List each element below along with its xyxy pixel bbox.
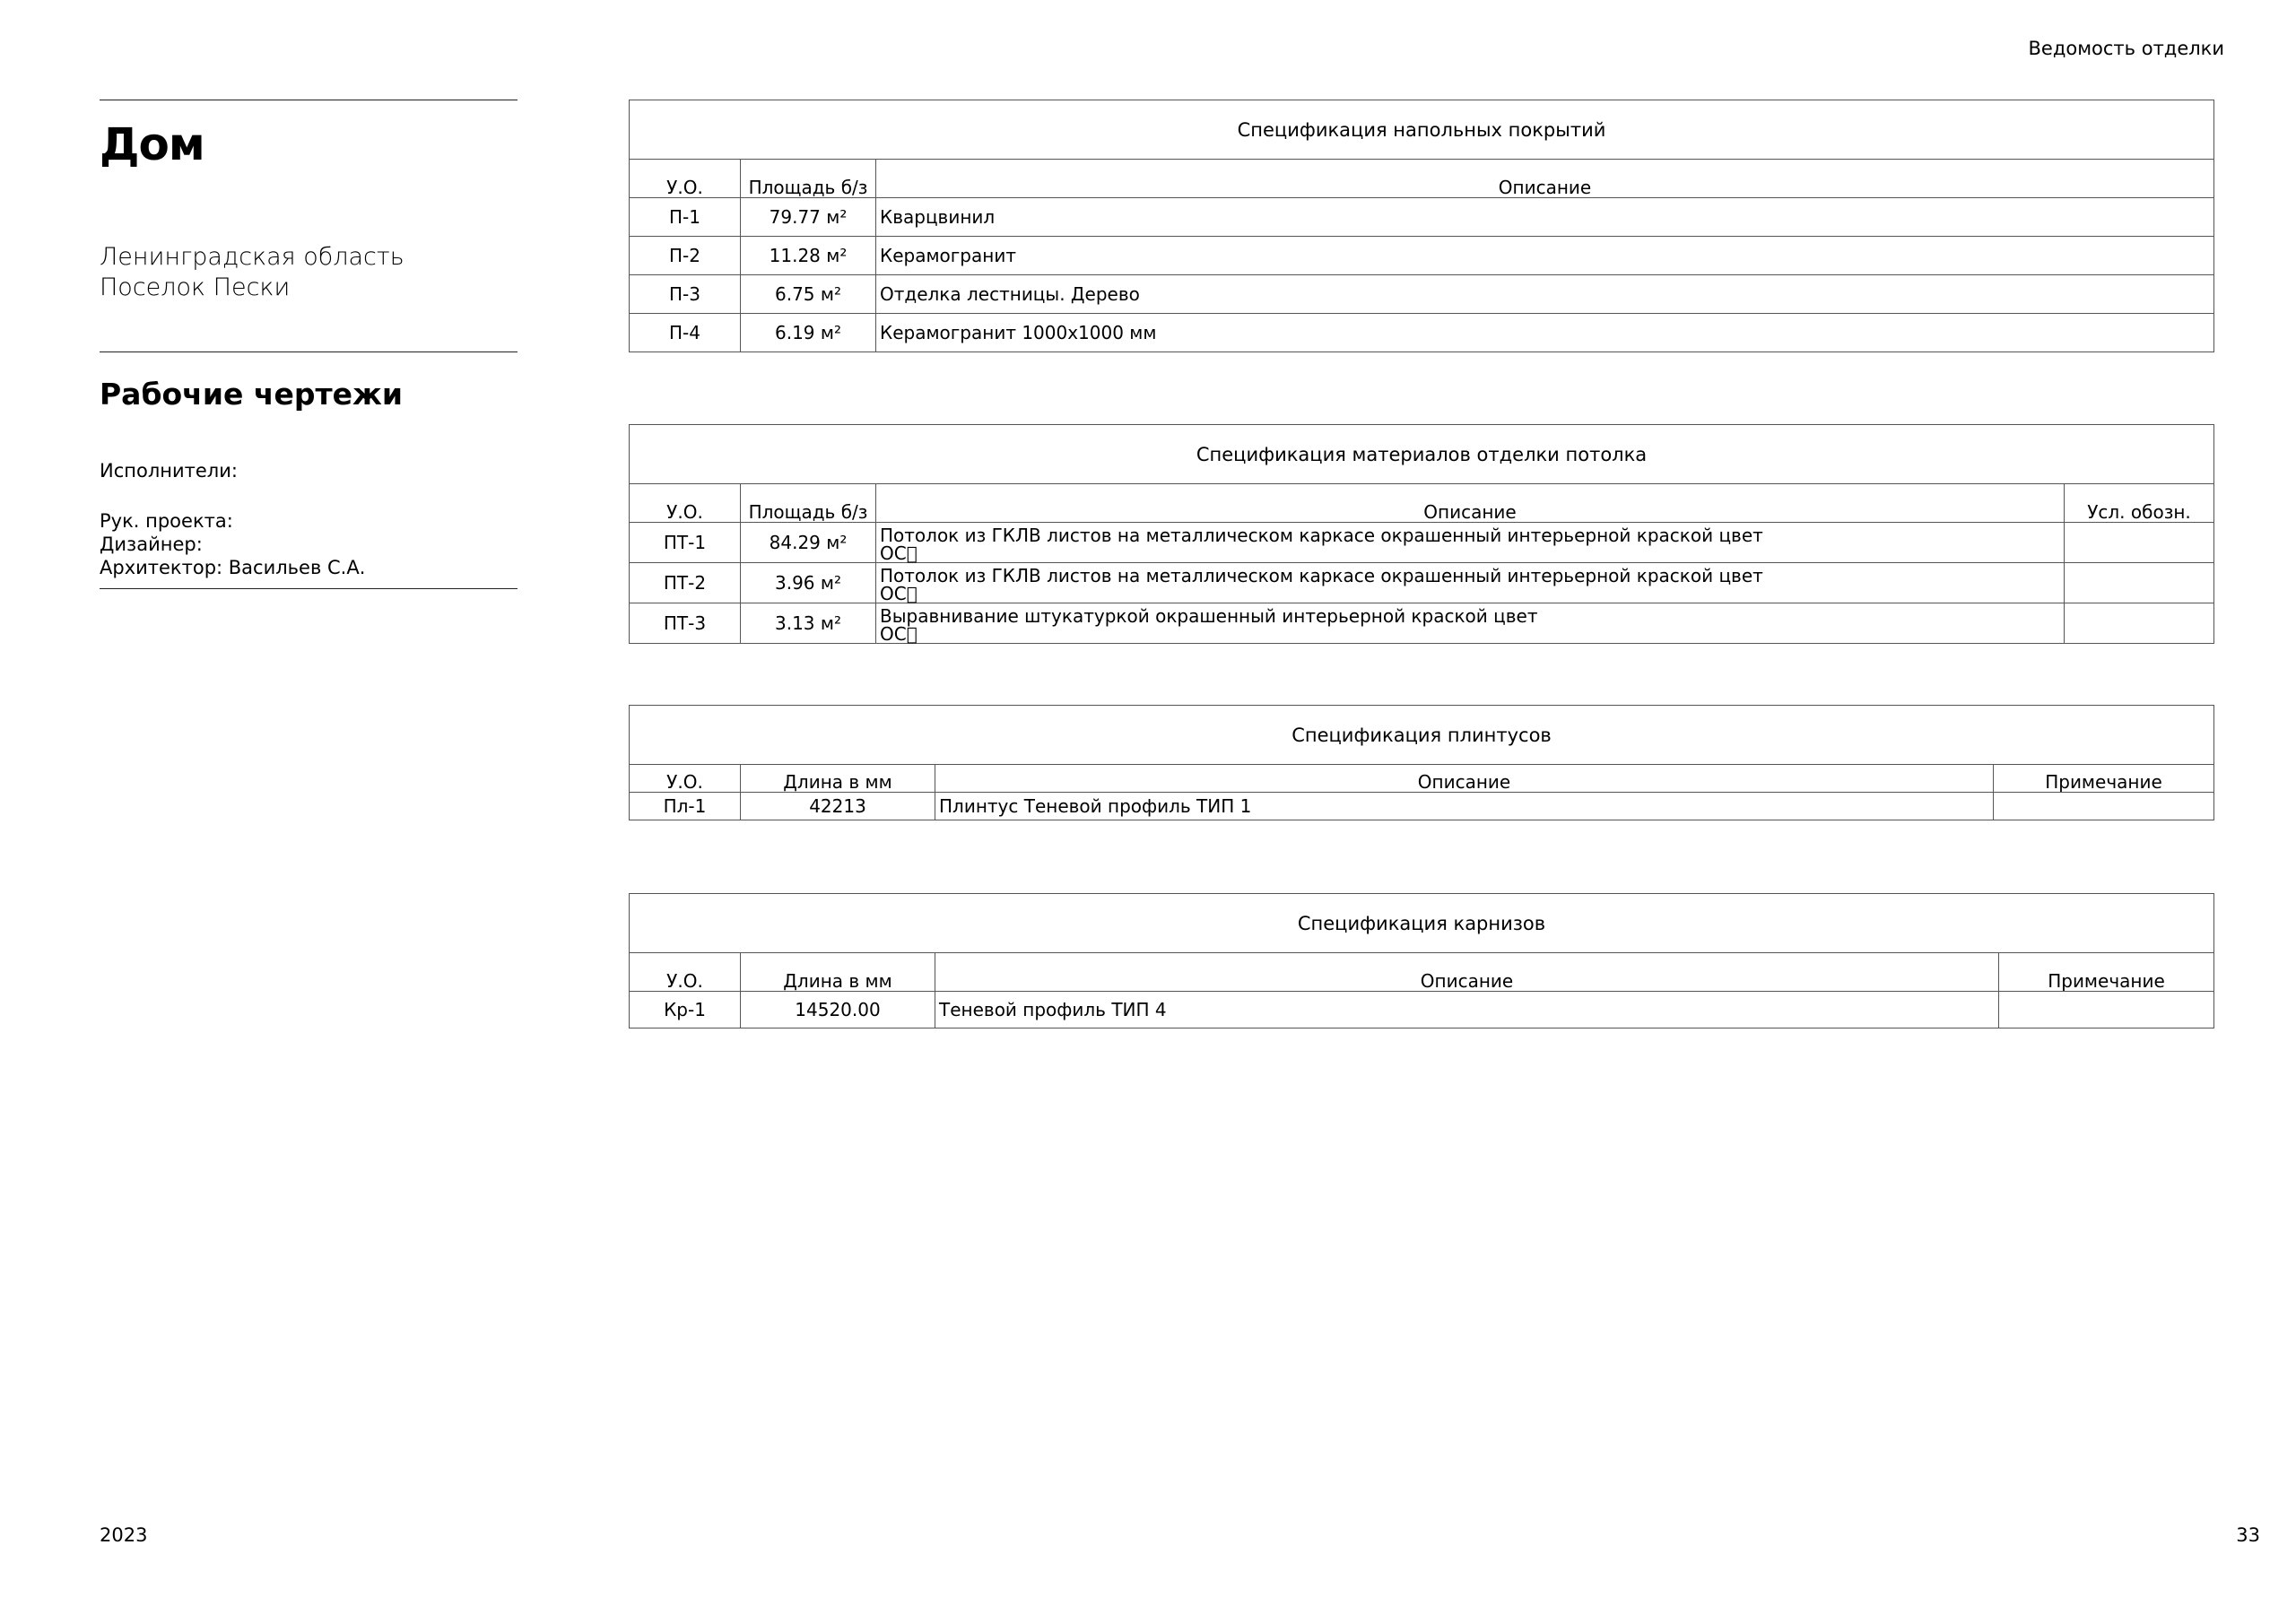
description-text: Потолок из ГКЛВ листов на металлическом каркасе окрашенный интерьерной краской цвет	[880, 525, 1763, 546]
description-text: Потолок из ГКЛВ листов на металлическом каркасе окрашенный интерьерной краской цвет	[880, 565, 1763, 586]
ceiling-spec-table	[629, 424, 2214, 644]
table-row	[630, 992, 2214, 1028]
cell-code: П-4	[630, 314, 741, 352]
cell-description	[876, 563, 2065, 603]
col-header: Площадь б/з	[741, 484, 876, 523]
description-text: Выравнивание штукатуркой окрашенный интерьерной краской цвет	[880, 605, 1538, 627]
cell-description: Керамогранит 1000х1000 мм	[876, 314, 2214, 352]
table-row	[630, 314, 2214, 352]
hatch-swatch	[2064, 603, 2213, 644]
color-code: ОС􀀀	[880, 583, 918, 604]
cell-description: Кварцвинил	[876, 198, 2214, 237]
col-header: У.О.	[630, 160, 741, 198]
page-number: 33	[2236, 1524, 2260, 1546]
cell-area: 3.13 м²	[741, 603, 876, 644]
cell-area: 79.77 м²	[741, 198, 876, 237]
table-row	[630, 198, 2214, 237]
table-caption: Спецификация материалов отделки потолка	[630, 425, 2214, 484]
project-title: Дом	[100, 118, 204, 170]
col-header: У.О.	[630, 765, 741, 793]
cell-description	[876, 603, 2065, 644]
hatch-swatch	[2064, 523, 2213, 563]
color-code: ОС􀀀	[880, 623, 918, 645]
cell-length: 14520.00	[741, 992, 935, 1028]
table-row	[630, 523, 2214, 563]
cell-area: 84.29 м²	[741, 523, 876, 563]
col-header: Описание	[876, 160, 2214, 198]
color-code: ОС􀀀	[880, 542, 918, 564]
col-header: Примечание	[1999, 953, 2214, 992]
col-header: Примечание	[1994, 765, 2214, 793]
cell-code: Пл-1	[630, 793, 741, 820]
cell-code: ПТ-3	[630, 603, 741, 644]
cornice-spec-table	[629, 893, 2214, 1028]
team-architect: Архитектор: Васильев С.А.	[100, 557, 366, 578]
cell-code: П-2	[630, 237, 741, 275]
cell-description: Плинтус Теневой профиль ТИП 1	[935, 793, 1994, 820]
table-row	[630, 237, 2214, 275]
cell-area: 11.28 м²	[741, 237, 876, 275]
address-line-2: Поселок Пески	[100, 273, 291, 301]
table-row	[630, 793, 2214, 820]
table-caption: Спецификация напольных покрытий	[630, 100, 2214, 160]
cell-code: ПТ-2	[630, 563, 741, 603]
team-lead: Рук. проекта:	[100, 510, 233, 532]
col-header: Площадь б/з	[741, 160, 876, 198]
team-designer: Дизайнер:	[100, 534, 203, 555]
col-header: Длина в мм	[741, 953, 935, 992]
col-header: Усл. обозн.	[2064, 484, 2213, 523]
cell-note	[1994, 793, 2214, 820]
divider-bottom	[100, 588, 517, 589]
footer-year: 2023	[100, 1524, 148, 1546]
project-stage: Рабочие чертежи	[100, 377, 403, 412]
performers-label: Исполнители:	[100, 460, 238, 482]
floor-spec-table	[629, 100, 2214, 352]
cell-area: 6.75 м²	[741, 275, 876, 314]
table-row	[630, 563, 2214, 603]
col-header: Длина в мм	[741, 765, 935, 793]
cell-area: 3.96 м²	[741, 563, 876, 603]
cell-code: Кр-1	[630, 992, 741, 1028]
cell-description	[876, 523, 2065, 563]
table-row	[630, 275, 2214, 314]
cell-code: П-3	[630, 275, 741, 314]
col-header: Описание	[935, 765, 1994, 793]
cell-description: Отделка лестницы. Дерево	[876, 275, 2214, 314]
cell-code: ПТ-1	[630, 523, 741, 563]
team-list	[100, 509, 365, 579]
sheet-title: Ведомость отделки	[2028, 38, 2224, 59]
plinth-spec-table	[629, 705, 2214, 820]
col-header: Описание	[876, 484, 2065, 523]
table-caption: Спецификация плинтусов	[630, 706, 2214, 765]
table-caption: Спецификация карнизов	[630, 894, 2214, 953]
table-row	[630, 603, 2214, 644]
cell-area: 6.19 м²	[741, 314, 876, 352]
cell-description: Теневой профиль ТИП 4	[935, 992, 1999, 1028]
col-header: У.О.	[630, 953, 741, 992]
col-header: Описание	[935, 953, 1999, 992]
hatch-swatch	[2064, 563, 2213, 603]
col-header: У.О.	[630, 484, 741, 523]
cell-note	[1999, 992, 2214, 1028]
project-address	[100, 242, 404, 303]
cell-code: П-1	[630, 198, 741, 237]
cell-length: 42213	[741, 793, 935, 820]
address-line-1: Ленинградская область	[100, 243, 404, 271]
cell-description: Керамогранит	[876, 237, 2214, 275]
